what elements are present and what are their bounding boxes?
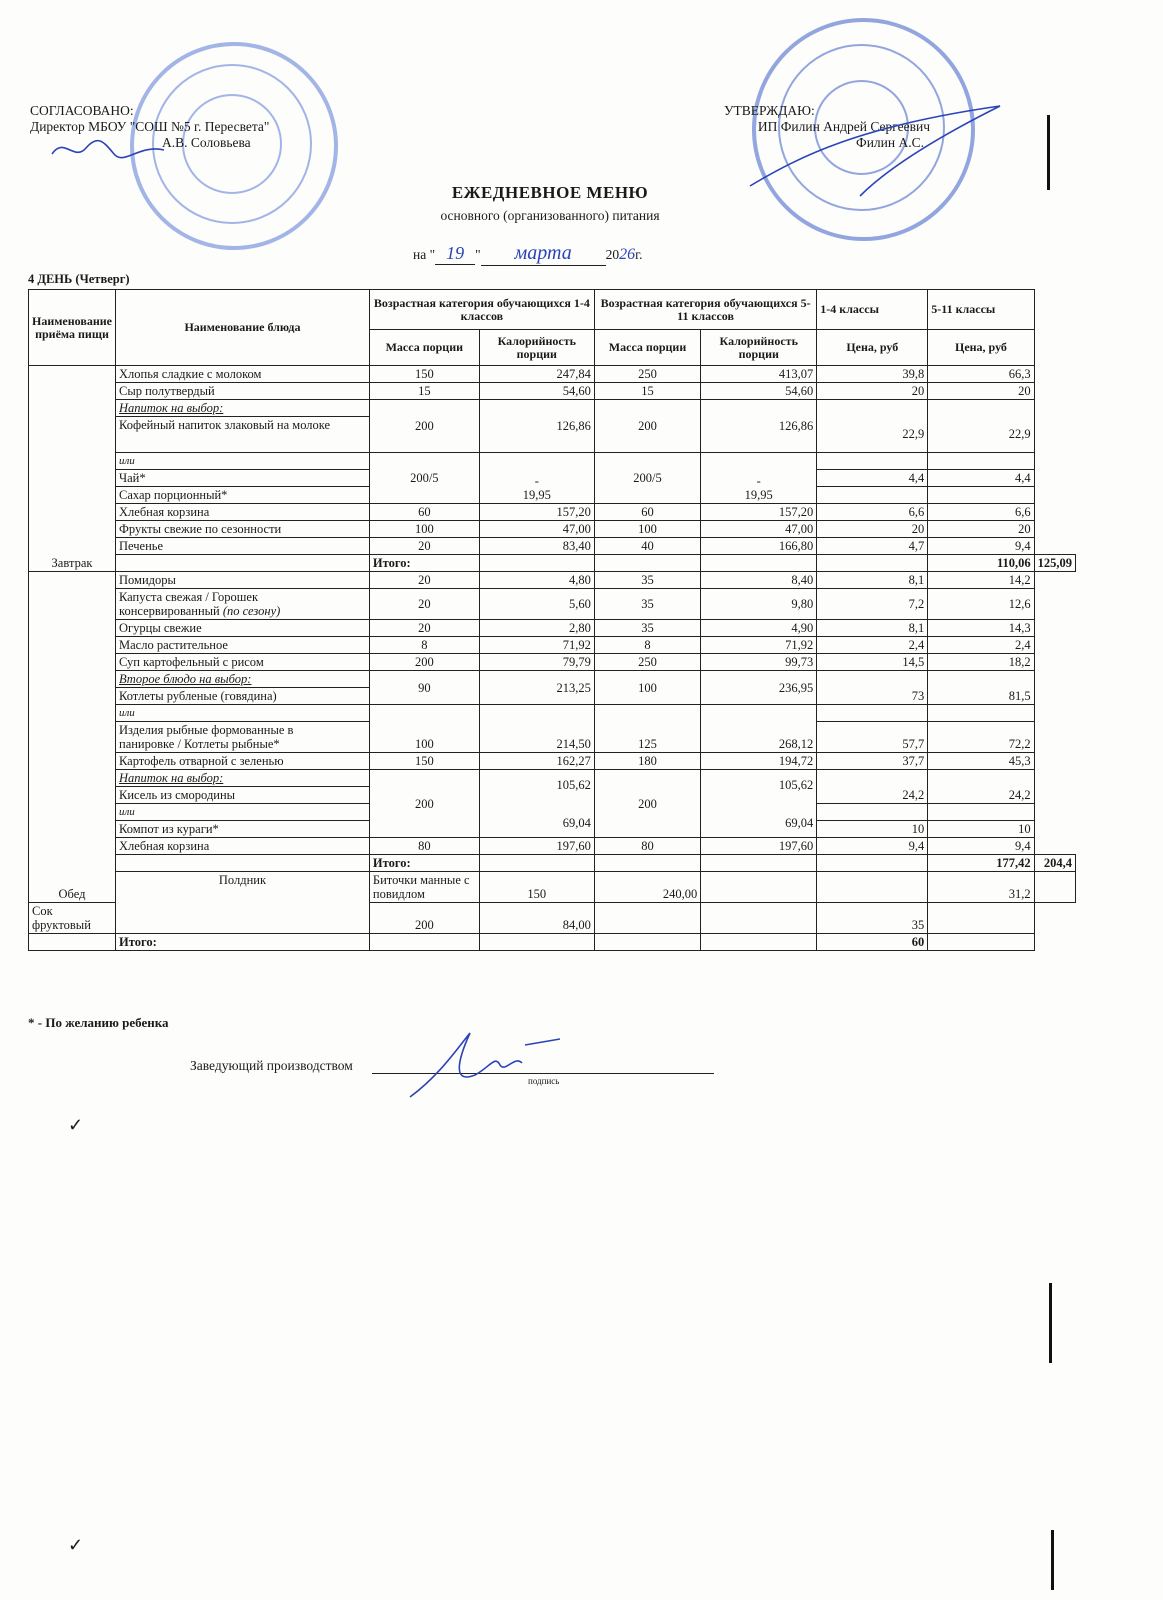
kcal-2: 166,80 [701, 538, 817, 555]
total-1: 110,06 [928, 555, 1034, 572]
scan-tick: ✓ [68, 1115, 84, 1135]
date-year-suffix: 26 [619, 246, 636, 263]
kcal-1: 213,25 [479, 671, 594, 705]
kcal-1: 214,50 [479, 705, 594, 753]
mass-1: 60 [369, 504, 479, 521]
price-1: 2,4 [817, 637, 928, 654]
breakfast-total-row [29, 555, 1076, 572]
table-row [29, 504, 1076, 521]
table-row [29, 589, 1076, 620]
table-row [29, 770, 1076, 787]
table-row [29, 838, 1076, 855]
kcal-2: 126,86 [701, 400, 817, 453]
dish-name: Котлеты рубленые (говядина) [116, 688, 370, 705]
mass-2: 8 [594, 637, 700, 654]
kcal-1: 105,62 69,04 [479, 770, 594, 838]
table-row [29, 538, 1076, 555]
header-mass1: Масса порции [369, 330, 479, 366]
price-1: 6,6 [817, 504, 928, 521]
signature-label: Заведующий производством [190, 1058, 353, 1073]
price-1: 8,1 [817, 572, 928, 589]
price-1: 4,7 [817, 538, 928, 555]
table-row [29, 705, 1076, 722]
dish-name: Сахар порционный* [116, 487, 370, 504]
scan-mark [1047, 115, 1050, 190]
price-2: 20 [928, 383, 1034, 400]
table-row [29, 872, 1076, 903]
header-price-b: Цена, руб [928, 330, 1034, 366]
price-1: 39,8 [817, 366, 928, 383]
dish-name: Хлебная корзина [116, 504, 370, 521]
mass-1: 100 [369, 705, 479, 753]
price-1: 35 [817, 903, 928, 934]
total-label: Итого: [369, 855, 479, 872]
dish-name: Хлопья сладкие с молоком [116, 366, 370, 383]
price-2: 9,4 [928, 538, 1034, 555]
total-2: 125,09 [1034, 555, 1075, 572]
price-2: 10 [928, 821, 1034, 838]
kcal-2: 268,12 [701, 705, 817, 753]
signature-caption: подпись [528, 1076, 560, 1086]
kcal-1: - 19,95 [479, 453, 594, 504]
date-day: 19 [435, 243, 475, 265]
kcal-2: 99,73 [701, 654, 817, 671]
kcal-1: 162,27 [479, 753, 594, 770]
mass-1: 200/5 [369, 453, 479, 504]
table-row [29, 637, 1076, 654]
document-subtitle: основного (организованного) питания [440, 208, 660, 223]
meal-snack: Полдник [116, 872, 370, 934]
mass-1: 150 [369, 753, 479, 770]
snack-total-row [29, 934, 1076, 951]
second-choice-title: Второе блюдо на выбор: [116, 671, 370, 688]
price-1: 20 [817, 521, 928, 538]
kcal-2: 71,92 [701, 637, 817, 654]
price-1: 8,1 [817, 620, 928, 637]
total-1: 177,42 [928, 855, 1034, 872]
table-row [29, 671, 1076, 688]
price-1: 9,4 [817, 838, 928, 855]
price-1: 37,7 [817, 753, 928, 770]
mass-1: 20 [369, 589, 479, 620]
mass-1: 200 [369, 770, 479, 838]
approval-right-label: УТВЕРЖДАЮ: [724, 103, 815, 118]
kcal-1: 47,00 [479, 521, 594, 538]
total-2: 204,4 [1034, 855, 1075, 872]
mass-2: 200/5 [594, 453, 700, 504]
total-label: Итого: [116, 934, 370, 951]
document-title: ЕЖЕДНЕВНОЕ МЕНЮ [451, 183, 649, 202]
manager-signature [400, 1025, 570, 1105]
price-2: 2,4 [928, 637, 1034, 654]
mass-1: 15 [369, 383, 479, 400]
mass-2: 250 [594, 366, 700, 383]
header-kcal1: Калорийность порции [479, 330, 594, 366]
kcal-1: 79,79 [479, 654, 594, 671]
table-row [29, 400, 1076, 417]
kcal-2: 105,62 69,04 [701, 770, 817, 838]
price-1: 22,9 [817, 417, 928, 453]
approval-right-position: ИП Филин Андрей Сергеевич [757, 119, 930, 134]
dish-name: Сыр полутвердый [116, 383, 370, 400]
dish-name: Биточки манные с повидлом [369, 872, 479, 903]
date-mid: " [475, 247, 481, 262]
mass-1: 200 [369, 400, 479, 453]
dish-name: Огурцы свежие [116, 620, 370, 637]
scan-mark [1049, 1283, 1052, 1363]
mass-2: 125 [594, 705, 700, 753]
table-row [29, 366, 1076, 383]
dish-name: Хлебная корзина [116, 838, 370, 855]
kcal-1: 157,20 [479, 504, 594, 521]
mass-2: 15 [594, 383, 700, 400]
mass-2: 200 [594, 770, 700, 838]
mass-1: 200 [369, 903, 479, 934]
price-2: 24,2 [928, 787, 1034, 804]
mass-2: 35 [594, 589, 700, 620]
or-label: или [116, 453, 370, 470]
dish-name: Печенье [116, 538, 370, 555]
or-label: или [116, 804, 370, 821]
dish-name: Сок фруктовый [29, 903, 116, 934]
header-price-a: Цена, руб [817, 330, 928, 366]
kcal-1: 71,92 [479, 637, 594, 654]
footnote: * - По желанию ребенка [28, 1015, 169, 1030]
kcal-2: 8,40 [701, 572, 817, 589]
mass-1: 200 [369, 654, 479, 671]
approval-left-label: СОГЛАСОВАНО: [30, 103, 134, 118]
kcal-1: 84,00 [479, 903, 594, 934]
kcal-1: 197,60 [479, 838, 594, 855]
director-signature [44, 132, 174, 168]
kcal-2: 47,00 [701, 521, 817, 538]
total-label: Итого: [369, 555, 479, 572]
table-row [29, 620, 1076, 637]
price-1: 14,5 [817, 654, 928, 671]
dish-name: Масло растительное [116, 637, 370, 654]
mass-2: 100 [594, 671, 700, 705]
scan-mark [1051, 1530, 1054, 1590]
mass-1: 100 [369, 521, 479, 538]
header-dish: Наименование блюда [116, 290, 370, 366]
approval-right-name: Филин А.С. [856, 135, 924, 150]
header-meal: Наименование приёма пищи [29, 290, 116, 366]
price-2: 18,2 [928, 654, 1034, 671]
kcal-1: 5,60 [479, 589, 594, 620]
price-2: 14,3 [928, 620, 1034, 637]
kcal-2: 197,60 [701, 838, 817, 855]
dish-name: Чай* [116, 470, 370, 487]
approval-left-name: А.В. Соловьева [162, 135, 251, 150]
mass-1: 150 [479, 872, 594, 903]
price-1: 24,2 [817, 787, 928, 804]
dish-name: Картофель отварной с зеленью [116, 753, 370, 770]
price-2: 14,2 [928, 572, 1034, 589]
table-row [29, 383, 1076, 400]
kcal-1: 54,60 [479, 383, 594, 400]
price-1: 20 [817, 383, 928, 400]
date-year-prefix: 20 [605, 247, 620, 262]
kcal-1: 2,80 [479, 620, 594, 637]
mass-2: 40 [594, 538, 700, 555]
total-1: 60 [817, 934, 928, 951]
mass-1: 20 [369, 538, 479, 555]
table-row [29, 753, 1076, 770]
mass-2: 100 [594, 521, 700, 538]
mass-2: 60 [594, 504, 700, 521]
mass-2: 80 [594, 838, 700, 855]
price-1: 31,2 [928, 872, 1034, 903]
price-1: 4,4 [817, 470, 928, 487]
table-row [29, 521, 1076, 538]
mass-2: 35 [594, 620, 700, 637]
dish-name: Помидоры [116, 572, 370, 589]
table-row [29, 453, 1076, 470]
kcal-1: 126,86 [479, 400, 594, 453]
mass-1: 90 [369, 671, 479, 705]
price-2: 4,4 [928, 470, 1034, 487]
price-2: 6,6 [928, 504, 1034, 521]
price-2: 45,3 [928, 753, 1034, 770]
meal-lunch: Обед [29, 572, 116, 903]
price-2: 22,9 [928, 417, 1034, 453]
menu-table [28, 289, 1076, 951]
kcal-2: 4,90 [701, 620, 817, 637]
kcal-1: 240,00 [594, 872, 700, 903]
dish-name: Компот из кураги* [116, 821, 370, 838]
mass-1: 150 [369, 366, 479, 383]
header-age2: Возрастная категория обучающихся 5-11 классов [594, 290, 816, 330]
kcal-2: - 19,95 [701, 453, 817, 504]
mass-2: 180 [594, 753, 700, 770]
dish-name: Суп картофельный с рисом [116, 654, 370, 671]
price-2: 72,2 [928, 722, 1034, 753]
price-2: 66,3 [928, 366, 1034, 383]
kcal-1: 83,40 [479, 538, 594, 555]
dish-name: Капуста свежая / Горошек консервированный (по сезону) [116, 589, 370, 620]
scan-tick: ✓ [68, 1535, 84, 1555]
mass-1: 20 [369, 572, 479, 589]
dish-name: Фрукты свежие по сезонности [116, 521, 370, 538]
header-price1: 1-4 классы [817, 290, 928, 330]
kcal-2: 194,72 [701, 753, 817, 770]
price-1: 73 [817, 688, 928, 705]
price-2: 81,5 [928, 688, 1034, 705]
table-row [29, 572, 1076, 589]
mass-1: 8 [369, 637, 479, 654]
document-date [413, 242, 643, 266]
price-1: 7,2 [817, 589, 928, 620]
kcal-1: 247,84 [479, 366, 594, 383]
or-label: или [116, 705, 370, 722]
mass-1: 80 [369, 838, 479, 855]
dish-name: Изделия рыбные формованные в панировке / Котлеты рыбные* [116, 722, 370, 753]
price-2: 20 [928, 521, 1034, 538]
mass-2: 35 [594, 572, 700, 589]
header-mass2: Масса порции [594, 330, 700, 366]
day-label: 4 ДЕНЬ (Четверг) [28, 272, 130, 286]
approval-left-position: Директор МБОУ "СОШ №5 г. Пересвета" [30, 119, 270, 134]
kcal-2: 157,20 [701, 504, 817, 521]
price-1: 57,7 [817, 722, 928, 753]
price-2: 12,6 [928, 589, 1034, 620]
kcal-2: 54,60 [701, 383, 817, 400]
header-age1: Возрастная категория обучающихся 1-4 классов [369, 290, 594, 330]
mass-2: 250 [594, 654, 700, 671]
lunch-total-row [29, 855, 1076, 872]
mass-2: 200 [594, 400, 700, 453]
mass-1: 20 [369, 620, 479, 637]
date-month: марта [481, 242, 606, 266]
drink-choice-title: Напиток на выбор: [116, 770, 370, 787]
drink-choice-title: Напиток на выбор: [116, 400, 370, 417]
dish-name: Кисель из смородины [116, 787, 370, 804]
price-1: 10 [817, 821, 928, 838]
price-2: 9,4 [928, 838, 1034, 855]
header-price2: 5-11 классы [928, 290, 1034, 330]
kcal-2: 236,95 [701, 671, 817, 705]
date-end: г. [635, 247, 643, 262]
kcal-2: 413,07 [701, 366, 817, 383]
kcal-2: 9,80 [701, 589, 817, 620]
header-kcal2: Калорийность порции [701, 330, 817, 366]
date-prefix: на " [413, 247, 436, 262]
meal-breakfast: Завтрак [29, 366, 116, 572]
table-row [29, 654, 1076, 671]
dish-name: Кофейный напиток злаковый на молоке [116, 417, 370, 453]
kcal-1: 4,80 [479, 572, 594, 589]
